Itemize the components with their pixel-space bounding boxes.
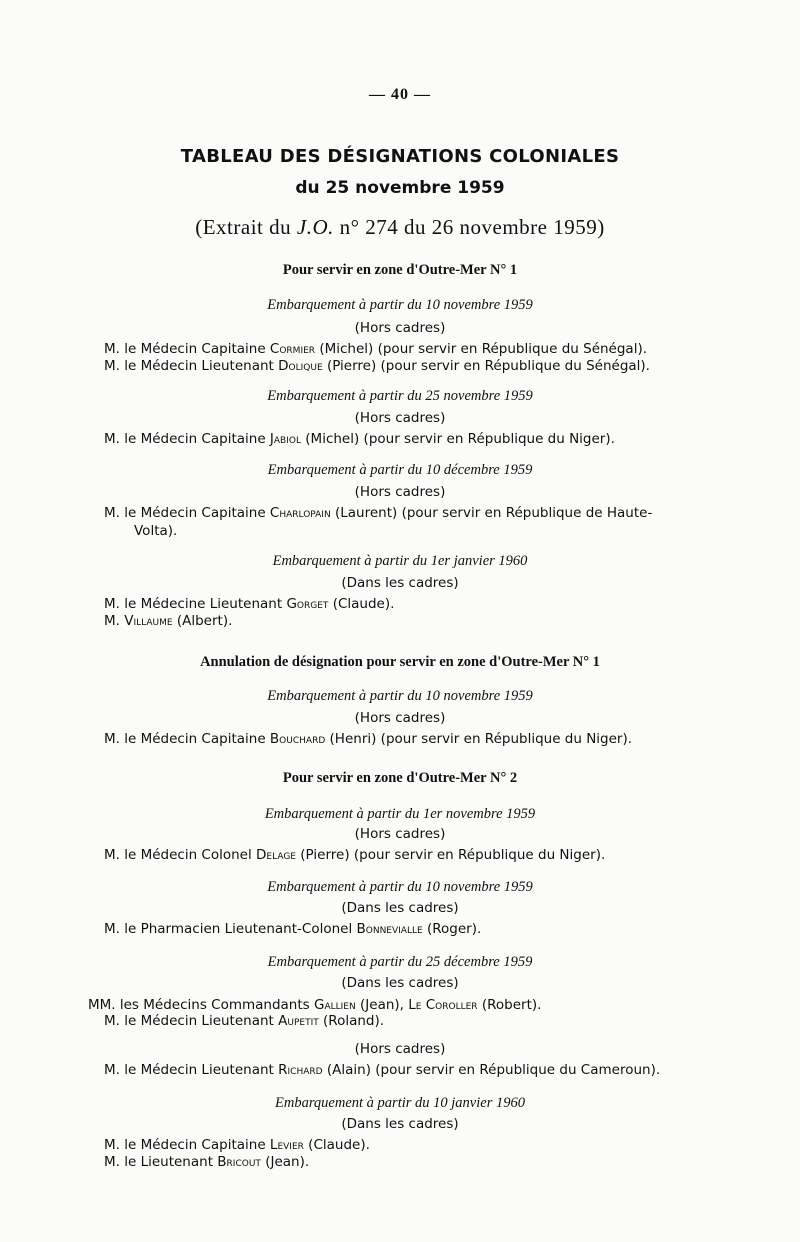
entry-text: (Henri) (pour servir en République du Niger). bbox=[325, 731, 633, 747]
entry-text: (Michel) (pour servir en République du Niger). bbox=[301, 431, 615, 447]
entry-text: (Pierre) (pour servir en République du Sénégal). bbox=[322, 358, 650, 374]
cadres-1: (Hors cadres) bbox=[354, 320, 446, 336]
entry-charlopain bbox=[104, 505, 724, 522]
cadres-6: (Hors cadres) bbox=[354, 826, 446, 842]
entry-surname: Delage bbox=[256, 847, 296, 863]
embarquement-6: Embarquement à partir du 1er novembre 1959 bbox=[264, 806, 536, 822]
extrait-pre: (Extrait du bbox=[195, 215, 297, 239]
entry-text: M. le Lieutenant bbox=[104, 1154, 218, 1170]
cadres-5: (Hors cadres) bbox=[354, 710, 446, 726]
cadres-2: (Hors cadres) bbox=[354, 410, 446, 426]
entry-surname: Gallien bbox=[313, 997, 356, 1013]
entry-jabiol bbox=[104, 431, 724, 448]
cadres-4: (Dans les cadres) bbox=[341, 575, 459, 591]
extrait-jo: J.O. bbox=[296, 215, 334, 239]
entry-text: M. bbox=[104, 613, 125, 629]
entry-text: (Claude). bbox=[303, 1137, 370, 1153]
entry-text: (Jean). bbox=[260, 1154, 310, 1170]
cadres-8: (Dans les cadres) bbox=[341, 975, 459, 991]
extrait-line bbox=[0, 215, 800, 240]
entry-text: M. le Médecin Lieutenant bbox=[104, 1013, 279, 1029]
entry-text: (Laurent) (pour servir en République de Haute- bbox=[330, 505, 653, 521]
entry-text: M. le Médecin Capitaine bbox=[104, 431, 270, 447]
embarquement-7: Embarquement à partir du 10 novembre 1959 bbox=[267, 879, 533, 895]
entry-surname: Levier bbox=[269, 1137, 304, 1153]
entry-surname: Villaume bbox=[124, 613, 173, 629]
entry-text: M. le Médecin Lieutenant bbox=[104, 1062, 279, 1078]
entry-text: (Roland). bbox=[318, 1013, 385, 1029]
entry-surname: Charlopain bbox=[269, 505, 331, 521]
embarquement-1: Embarquement à partir du 10 novembre 1959 bbox=[267, 297, 533, 313]
entry-villaume bbox=[104, 613, 724, 630]
entry-text: (Pierre) (pour servir en République du Niger). bbox=[296, 847, 606, 863]
document-title: TABLEAU DES DÉSIGNATIONS COLONIALES bbox=[180, 146, 620, 167]
entry-surname: Le Coroller bbox=[408, 997, 478, 1013]
entry-text: (Claude). bbox=[328, 596, 395, 612]
embarquement-2: Embarquement à partir du 25 novembre 1959 bbox=[267, 388, 533, 404]
entry-surname: Cormier bbox=[269, 341, 316, 357]
entry-surname: Bouchard bbox=[269, 731, 326, 747]
entry-aupetit bbox=[104, 1013, 724, 1030]
embarquement-5: Embarquement à partir du 10 novembre 1959 bbox=[267, 688, 533, 704]
entry-text: M. le Médecine Lieutenant bbox=[104, 596, 287, 612]
entry-richard bbox=[104, 1062, 724, 1079]
cadres-9: (Hors cadres) bbox=[354, 1041, 446, 1057]
entry-gorget bbox=[104, 596, 724, 613]
entry-text: M. le Médecin Capitaine bbox=[104, 1137, 270, 1153]
section-heading-3: Pour servir en zone d'Outre-Mer N° 2 bbox=[282, 770, 518, 786]
entry-text: M. le Médecin Capitaine bbox=[104, 505, 270, 521]
entry-bonnevialle bbox=[104, 921, 724, 938]
entry-text: M. le Médecin Capitaine bbox=[104, 341, 270, 357]
entry-dolique bbox=[104, 358, 724, 375]
section-heading-1: Pour servir en zone d'Outre-Mer N° 1 bbox=[282, 262, 518, 278]
entry-text: M. le Médecin Capitaine bbox=[104, 731, 270, 747]
entry-surname: Bonnevialle bbox=[356, 921, 423, 937]
embarquement-3: Embarquement à partir du 10 décembre 1959 bbox=[267, 462, 533, 478]
entry-text: (Jean), bbox=[355, 997, 409, 1013]
embarquement-4: Embarquement à partir du 1er janvier 1960 bbox=[272, 553, 528, 569]
cadres-10: (Dans les cadres) bbox=[341, 1116, 459, 1132]
entry-levier bbox=[104, 1137, 724, 1154]
entry-text: (Robert). bbox=[477, 997, 542, 1013]
entry-bricout bbox=[104, 1154, 724, 1171]
entry-delage bbox=[104, 847, 724, 864]
entry-text: M. le Pharmacien Lieutenant-Colonel bbox=[104, 921, 357, 937]
document-subtitle: du 25 novembre 1959 bbox=[295, 178, 505, 198]
entry-text: (Roger). bbox=[422, 921, 482, 937]
entry-text: (Alain) (pour servir en République du Cameroun). bbox=[322, 1062, 661, 1078]
entry-bouchard bbox=[104, 731, 724, 748]
entry-surname: Dolique bbox=[278, 358, 323, 374]
section-heading-2: Annulation de désignation pour servir en zone d'Outre-Mer N° 1 bbox=[200, 654, 600, 670]
cadres-3: (Hors cadres) bbox=[354, 484, 446, 500]
entry-gallien-le-coroller bbox=[88, 997, 708, 1014]
entry-text: (Michel) (pour servir en République du Sénégal). bbox=[315, 341, 648, 357]
cadres-7: (Dans les cadres) bbox=[341, 900, 459, 916]
entry-text: M. le Médecin Colonel bbox=[104, 847, 257, 863]
embarquement-9: Embarquement à partir du 10 janvier 1960 bbox=[275, 1095, 525, 1111]
page-number: — 40 — bbox=[369, 86, 431, 103]
entry-text: M. le Médecin Lieutenant bbox=[104, 358, 279, 374]
entry-charlopain-continued: Volta). bbox=[134, 523, 178, 539]
entry-surname: Richard bbox=[278, 1062, 323, 1078]
entry-text: MM. les Médecins Commandants bbox=[88, 997, 314, 1013]
entry-surname: Gorget bbox=[286, 596, 329, 612]
entry-cormier bbox=[104, 341, 724, 358]
embarquement-8: Embarquement à partir du 25 décembre 1959 bbox=[267, 954, 533, 970]
extrait-post: n° 274 du 26 novembre 1959) bbox=[333, 215, 605, 239]
entry-surname: Jabiol bbox=[269, 431, 301, 447]
entry-surname: Bricout bbox=[217, 1154, 261, 1170]
entry-text: (Albert). bbox=[172, 613, 233, 629]
entry-surname: Aupetit bbox=[278, 1013, 319, 1029]
